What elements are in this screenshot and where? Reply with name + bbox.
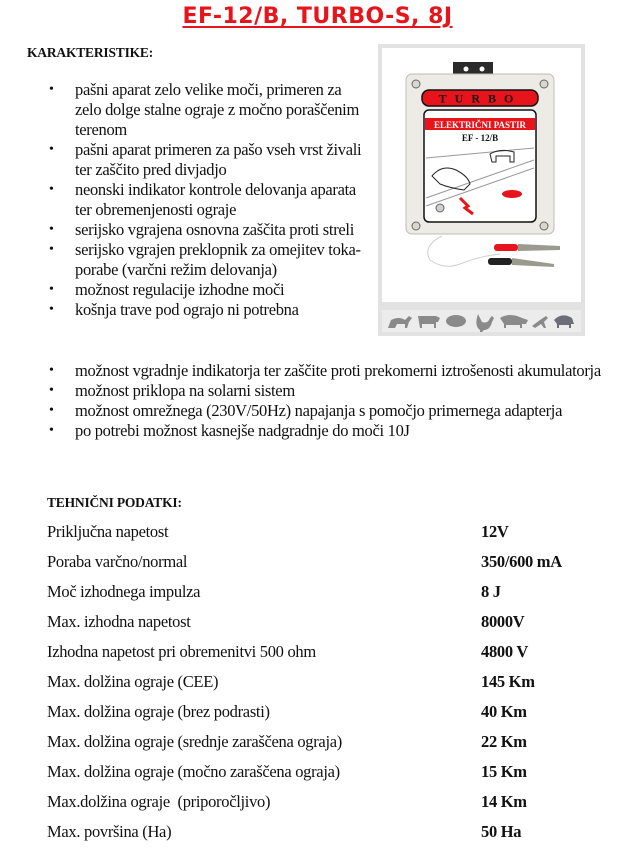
cow-icon [418,316,440,328]
spec-label: Priključna napetost [47,522,169,541]
pig-icon [500,315,528,328]
spec-label: Moč izhodnega impulza [47,582,201,601]
screw-icon [412,222,420,230]
table-row [47,608,607,638]
spec-value: 50 Ha [481,822,522,841]
product-image [378,44,585,336]
spec-value: 12V [481,522,509,541]
spec-value: 22 Km [481,732,527,751]
spec-value: 350/600 mA [481,552,562,571]
brand-band-text: TURBO [438,91,522,106]
deer-icon [532,316,548,328]
technical-specs-table [47,518,607,848]
spec-label: Max. dolžina ograje (močno zaraščena ograja) [47,762,340,781]
table-row [47,818,607,848]
spec-label: Max. dolžina ograje (srednje zaraščena ograja) [47,732,342,751]
spec-value: 8000V [481,612,525,631]
list-item: • po potrebi možnost kasnejše nadgradnje do moči 10J [47,421,632,441]
table-row [47,698,607,728]
spec-label: Max. izhodna napetost [47,612,191,631]
table-row [47,758,607,788]
table-row [47,548,607,578]
characteristics-list [47,80,365,320]
list-item: • možnost priklopa na solarni sistem [47,381,632,401]
sheep-icon [446,315,466,327]
red-clamp [494,244,518,251]
product-photo [382,48,581,302]
spec-label: Max. dolžina ograje (CEE) [47,672,219,691]
logo-badge [502,190,522,198]
list-item: • možnost regulacije izhodne moči [47,280,365,300]
table-row [47,518,607,548]
table-row [47,728,607,758]
chicken-icon [476,314,494,332]
label-model: EF - 12/B [461,133,499,143]
list-item: • pašni aparat primeren za pašo vseh vrst živali ter zaščito pred divjadjo [47,140,365,180]
list-item: • serijsko vgrajena osnovna zaščita proti streli [47,220,365,240]
characteristics-heading: KARAKTERISTIKE: [27,45,154,60]
fence-energizer-illustration [382,48,581,302]
neon-indicator-icon [436,204,444,212]
spec-value: 40 Km [481,702,527,721]
spec-label: Max.dolžina ograje (priporočljivo) [47,792,271,811]
list-item: • neonski indikator kontrole delovanja aparata ter obremenjenosti ograje [47,180,365,220]
spec-value: 14 Km [481,792,527,811]
animal-icons-strip [382,310,581,332]
label-title: ELEKTRIČNI PASTIR [433,120,527,130]
page-title [0,4,635,29]
table-row [47,578,607,608]
screw-icon [412,80,420,88]
spec-label: Poraba varčno/normal [47,552,188,571]
spec-value: 4800 V [481,642,528,661]
screw-icon [540,80,548,88]
spec-value: 8 J [481,582,501,601]
black-clamp [488,258,512,265]
spec-value: 145 Km [481,672,535,691]
list-item: • pašni aparat zelo velike moči, primeren za zelo dolge stalne ograje z močno poraščenim terenom [47,80,365,140]
spec-label: Izhodna napetost pri obremenitvi 500 ohm [47,642,316,661]
boar-icon [554,315,574,328]
table-row [47,788,607,818]
page-title-text: EF-12/B, TURBO-S, 8J [182,4,453,29]
list-item: • košnja trave pod ograjo ni potrebna [47,300,365,320]
list-item: • serijsko vgrajen preklopnik za omejitev toka-porabe (varčni režim delovanja) [47,240,365,280]
horse-icon [388,316,412,328]
spec-label: Max. dolžina ograje (brez podrasti) [47,702,270,721]
table-row [47,668,607,698]
characteristics-list-extra [47,361,632,441]
table-row [47,638,607,668]
list-item: • možnost omrežnega (230V/50Hz) napajanja s pomočjo primernega adapterja [47,401,632,421]
list-item: • možnost vgradnje indikatorja ter zaščite proti prekomerni iztrošenosti akumulatorja [47,361,632,381]
spec-label: Max. površina (Ha) [47,822,172,841]
technical-heading: TEHNIČNI PODATKI: [47,495,182,510]
spec-value: 15 Km [481,762,527,781]
screw-icon [540,222,548,230]
